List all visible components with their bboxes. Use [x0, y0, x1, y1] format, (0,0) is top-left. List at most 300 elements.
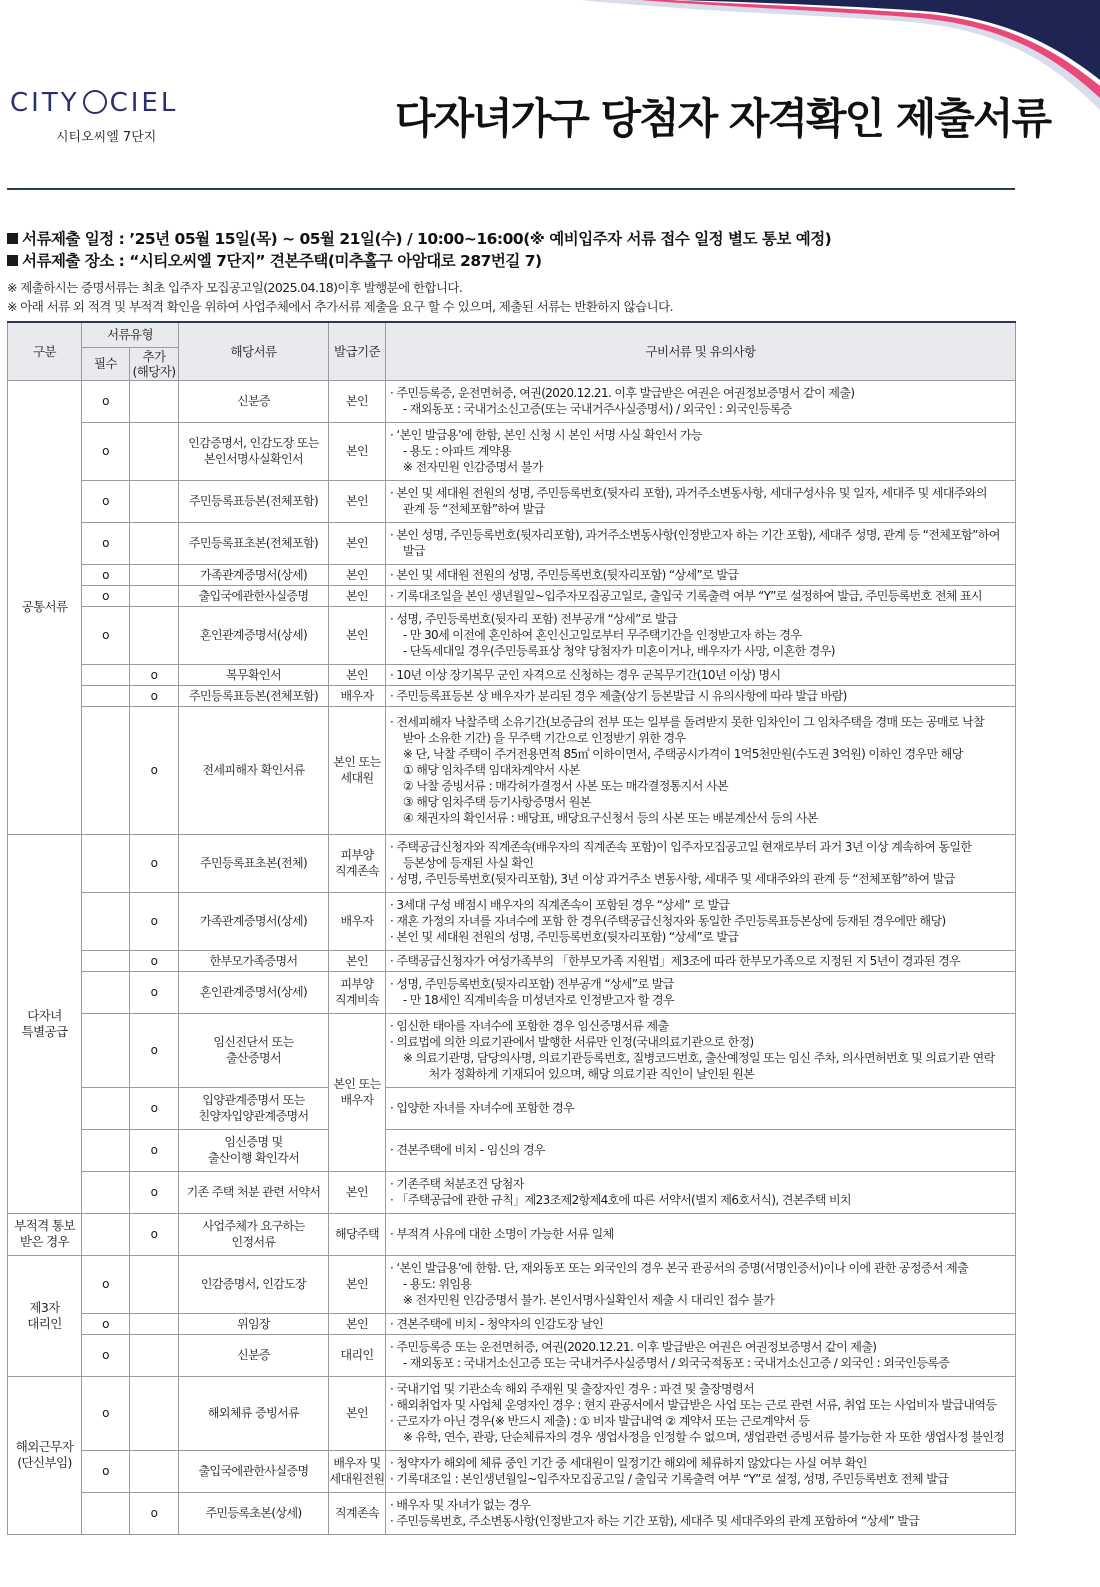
- issuer-basis-line: 피부양: [340, 977, 374, 991]
- document-notes: [386, 422, 1016, 480]
- table-row: [8, 1334, 1016, 1376]
- additional-mark: [130, 380, 179, 422]
- issuer-basis-line: 배우자: [340, 914, 374, 928]
- header-additional-line: (해당자): [132, 363, 176, 379]
- logo-text-right: CIEL: [109, 88, 179, 118]
- logo-wordmark: [10, 88, 210, 118]
- issuer-basis-line: 배우자 및: [333, 1456, 381, 1470]
- title-divider: [7, 188, 1015, 190]
- document-name-line: 혼인관계증명서(상세): [199, 628, 308, 642]
- issuer-basis: [329, 1171, 386, 1213]
- additional-mark: [130, 606, 179, 664]
- required-mark: [82, 834, 130, 892]
- document-name-line: 신분증: [237, 1348, 270, 1362]
- document-name: [179, 585, 329, 606]
- note-line: ② 낙찰 증빙서류 : 매각허가결정서 사본 또는 매각결정통지서 사본: [390, 779, 728, 793]
- note-line: · 주택공급신청자가 여성가족부의 「한부모가족 지원법」제3조에 따라 한부모가족으로 지정된 지 5년이 경과된 경우: [390, 953, 961, 968]
- document-name-line: 해외체류 증빙서류: [207, 1406, 300, 1420]
- document-notes: [386, 1255, 1016, 1313]
- document-name: [179, 422, 329, 480]
- note-line: · 근로자가 아닌 경우(※ 반드시 제출) : ① 비자 발급내역 ② 계약서 또는 근로계약서 등: [390, 1414, 810, 1428]
- table-row: [8, 380, 1016, 422]
- document-name: [179, 522, 329, 564]
- category-cell-ineligible: [8, 1213, 82, 1255]
- issuer-basis-line: 본인: [346, 536, 368, 550]
- document-name: [179, 685, 329, 706]
- required-mark: o: [82, 380, 130, 422]
- category-label: 대리인: [27, 1315, 62, 1331]
- document-name-line: 인감증명서, 인감도장: [200, 1277, 307, 1291]
- note-line: ※ 의료기관명, 담당의사명, 의료기관등록번호, 질병코드번호, 출산예정일 또는 임신 주차, 의사면허번호 및 의료기관 연락: [390, 1051, 995, 1065]
- table-row: [8, 834, 1016, 892]
- issuer-basis: [329, 892, 386, 950]
- document-name: [179, 1450, 329, 1492]
- note-line: · 임신한 태아를 자녀수에 포함한 경우 임신증명서류 제출: [390, 1019, 669, 1033]
- note-line: 관계 등 “전체포함”하여 발급: [390, 502, 545, 516]
- additional-mark: [130, 1334, 179, 1376]
- document-name: [179, 1013, 329, 1087]
- document-notes: [386, 1334, 1016, 1376]
- document-notes: [386, 892, 1016, 950]
- note-line: · 주민등록증 또는 운전면허증, 여권(2020.12.21. 이후 발급받은 여권은 여권정보증명서 같이 제출): [390, 1340, 877, 1354]
- issuer-basis-line: 본인 또는: [333, 755, 381, 769]
- document-name: [179, 834, 329, 892]
- issuer-basis: [329, 1450, 386, 1492]
- document-name: [179, 480, 329, 522]
- required-mark: [82, 1129, 130, 1171]
- required-mark: o: [82, 1313, 130, 1334]
- table-row: [8, 1376, 1016, 1450]
- document-name-line: 인정서류: [231, 1235, 276, 1249]
- document-name: [179, 1129, 329, 1171]
- issuer-basis-line: 본인: [346, 1316, 368, 1331]
- document-notes: [386, 522, 1016, 564]
- document-notes: [386, 664, 1016, 685]
- category-label: 받은 경우: [19, 1234, 70, 1249]
- required-mark: [82, 971, 130, 1013]
- issuer-basis: [329, 422, 386, 480]
- issuer-basis: [329, 834, 386, 892]
- document-notes: [386, 1492, 1016, 1534]
- document-name-line: 출산증명서: [226, 1051, 281, 1065]
- additional-mark: o: [130, 1013, 179, 1087]
- document-notes: [386, 950, 1016, 971]
- table-row: [8, 706, 1016, 834]
- issuer-basis-line: 직계비속: [335, 993, 379, 1007]
- note-line: · 「주택공급에 관한 규칙」제23조제2항제4호에 따른 서약서(별지 제6호서식), 견본주택 비치: [390, 1193, 852, 1207]
- document-notes: [386, 606, 1016, 664]
- note-line: - 재외동포 : 국내거소신고증 또는 국내거주사실증명서 / 외국국적동포 : 국내거소신고증 / 외국인 : 외국인등록증: [390, 1356, 950, 1370]
- document-name-line: 입양관계증명서 또는: [202, 1093, 305, 1107]
- issuer-basis: [329, 971, 386, 1013]
- note-line: · 본인 및 세대원 전원의 성명, 주민등록번호(뒷자리 포함), 과거주소변동사항, 세대구성사유 및 일자, 세대주 및 세대주와의: [390, 486, 987, 500]
- additional-mark: o: [130, 892, 179, 950]
- note-line: · 의료법에 의한 의료기관에서 발행한 서류만 인정(국내의료기관으로 한정): [390, 1035, 754, 1049]
- category-label: (단신부임): [17, 1455, 72, 1470]
- location-text: 서류제출 장소 : “시티오씨엘 7단지” 견본주택(미추홀구 아암대로 287번길 7): [22, 252, 542, 270]
- document-name: [179, 1376, 329, 1450]
- issuer-basis-line: 본인: [346, 394, 368, 408]
- additional-mark: o: [130, 706, 179, 834]
- required-mark: [82, 1087, 130, 1129]
- required-mark: [82, 706, 130, 834]
- table-row: [8, 606, 1016, 664]
- document-name: [179, 1255, 329, 1313]
- note-line: · 기존주택 처분조건 당첨자: [390, 1177, 524, 1191]
- document-name-line: 주민등록표등본(전체포함): [188, 494, 319, 508]
- issuer-basis: [329, 685, 386, 706]
- document-name-line: 가족관계증명서(상세): [199, 567, 308, 582]
- table-row: [8, 522, 1016, 564]
- required-mark: o: [82, 1334, 130, 1376]
- document-name: [179, 1313, 329, 1334]
- additional-mark: o: [130, 971, 179, 1013]
- document-name-line: 임신진단서 또는: [213, 1035, 294, 1049]
- document-notes: [386, 564, 1016, 585]
- document-name: [179, 1171, 329, 1213]
- issuer-basis-line: 본인: [346, 567, 368, 582]
- document-name: [179, 892, 329, 950]
- additional-mark: [130, 522, 179, 564]
- required-mark: [82, 1171, 130, 1213]
- note-line: · 10년 이상 장기복무 군인 자격으로 신청하는 경우 군복무기간(10년 이상) 명시: [390, 667, 781, 682]
- issuer-basis-line: 세대원: [340, 771, 374, 785]
- document-name: [179, 1087, 329, 1129]
- header-doc-type: 서류유형: [82, 322, 179, 347]
- additional-mark: [130, 1450, 179, 1492]
- issuer-basis: [329, 1013, 386, 1171]
- note-line: · 본인 및 세대원 전원의 성명, 주민등록번호(뒷자리포함) “상세”로 발급: [390, 567, 739, 582]
- table-row: [8, 892, 1016, 950]
- issuer-basis: [329, 664, 386, 685]
- document-name-line: 출산이행 확인각서: [207, 1151, 300, 1165]
- document-name: [179, 1492, 329, 1534]
- document-name: [179, 971, 329, 1013]
- required-mark: [82, 892, 130, 950]
- submission-info: [7, 228, 1017, 316]
- document-notes: [386, 971, 1016, 1013]
- note-line: - 재외동포 : 국내거소신고증(또는 국내거주사실증명서) / 외국인 : 외국인등록증: [390, 402, 792, 416]
- table-row: [8, 685, 1016, 706]
- note-line: - 단독세대일 경우(주민등록표상 청약 당첨자가 미혼이거나, 배우자가 사망, 이혼한 경우): [390, 644, 835, 658]
- table-row: [8, 1013, 1016, 1087]
- additional-mark: [130, 585, 179, 606]
- note-line: · 재혼 가정의 자녀를 자녀수에 포함 한 경우(주택공급신청자와 동일한 주민등록표등본상에 등재된 경우에만 해당): [390, 914, 946, 928]
- document-notes: [386, 1013, 1016, 1087]
- submission-schedule: [7, 228, 1017, 250]
- document-name-line: 본인서명사실확인서: [204, 452, 303, 466]
- issuer-basis-line: 본인: [346, 628, 368, 642]
- submission-location: [7, 250, 1017, 272]
- note-line: · 성명, 주민등록번호(뒷자리 포함) 전부공개 “상세”로 발급: [390, 612, 677, 626]
- category-label: 부적격 통보: [14, 1218, 75, 1233]
- schedule-text: 서류제출 일정 : ’25년 05월 15일(목) ~ 05월 21일(수) / 10:00~16:00(※ 예비입주자 서류 접수 일정 별도 통보 예정): [22, 230, 832, 248]
- required-mark: o: [82, 1450, 130, 1492]
- table-row: [8, 1492, 1016, 1534]
- required-mark: [82, 1492, 130, 1534]
- issuer-basis: [329, 1376, 386, 1450]
- issuer-basis-line: 직계존속: [335, 1506, 379, 1520]
- category-cell-overseas: [8, 1376, 82, 1534]
- header-required: 필수: [82, 347, 130, 380]
- document-name-line: 사업주체가 요구하는: [202, 1219, 305, 1233]
- note-line: · 입양한 자녀를 자녀수에 포함한 경우: [390, 1101, 575, 1115]
- note-line: - 만 30세 이전에 혼인하여 혼인신고일로부터 무주택기간을 인정받고자 하는 경우: [390, 628, 802, 642]
- issuer-basis-line: 세대원전원: [329, 1472, 385, 1486]
- category-label: 특별공급: [21, 1023, 68, 1039]
- document-notes: [386, 834, 1016, 892]
- table-row: [8, 1087, 1016, 1129]
- additional-mark: o: [130, 1213, 179, 1255]
- header-additional: [130, 347, 179, 380]
- issuer-basis-line: 직계존속: [335, 864, 379, 878]
- document-name: [179, 1213, 329, 1255]
- category-cell-multi: [8, 834, 82, 1213]
- additional-mark: [130, 1255, 179, 1313]
- required-mark: o: [82, 606, 130, 664]
- issuer-basis: [329, 1255, 386, 1313]
- brand-logo: [10, 88, 210, 145]
- note-line: ③ 해당 임차주택 등기사항증명서 원본: [390, 795, 591, 809]
- table-row: [8, 422, 1016, 480]
- issuer-basis-line: 본인: [346, 667, 368, 682]
- note-line: · 견본주택에 비치 - 청약자의 인감도장 날인: [390, 1316, 604, 1331]
- required-mark: [82, 685, 130, 706]
- header-document: 해당서류: [179, 322, 329, 380]
- note-line: · 주민등록번호, 주소변동사항(인정받고자 하는 기간 포함), 세대주 및 세대주와의 관계 포함하여 “상세” 발급: [390, 1514, 920, 1528]
- note-line: · 성명, 주민등록번호(뒷자리포함) 전부공개 “상세”로 발급: [390, 977, 674, 991]
- header-category: 구분: [8, 322, 82, 380]
- document-notes: [386, 480, 1016, 522]
- document-name-line: 주민등록표초본(전체포함): [188, 536, 319, 550]
- note-line: ④ 채권자의 확인서류 : 배당표, 배당요구신청서 등의 사본 또는 배분계산서 등의 사본: [390, 811, 818, 825]
- additional-mark: o: [130, 1087, 179, 1129]
- note-line: · 국내기업 및 기관소속 해외 주재원 및 출장자인 경우 : 파견 및 출장명령서: [390, 1382, 755, 1396]
- additional-mark: [130, 1376, 179, 1450]
- issuer-basis: [329, 585, 386, 606]
- required-mark: o: [82, 585, 130, 606]
- document-notes: [386, 1450, 1016, 1492]
- document-name-line: 혼인관계증명서(상세): [199, 985, 308, 999]
- table-row: [8, 1129, 1016, 1171]
- issuer-basis: [329, 480, 386, 522]
- document-name-line: 신분증: [237, 394, 270, 408]
- issuer-basis-line: 배우자: [340, 1093, 374, 1107]
- additional-mark: [130, 480, 179, 522]
- document-notes: [386, 585, 1016, 606]
- additional-mark: o: [130, 664, 179, 685]
- document-notes: [386, 380, 1016, 422]
- table-row: [8, 971, 1016, 1013]
- note-line: · 청약자가 해외에 체류 중인 기간 중 세대원이 일정기간 해외에 체류하지 않았다는 사실 여부 확인: [390, 1456, 867, 1470]
- issuer-basis: [329, 1492, 386, 1534]
- issuer-basis: [329, 1213, 386, 1255]
- note-line: ① 해당 임차주택 임대차계약서 사본: [390, 763, 580, 777]
- issuer-basis-line: 본인: [346, 588, 368, 603]
- note-line: 처가 정확하게 기재되어 있으며, 해당 의료기관 직인이 날인된 원본: [390, 1067, 755, 1081]
- table-row: [8, 564, 1016, 585]
- required-mark: [82, 950, 130, 971]
- note-line: · 3세대 구성 배점시 배우자의 직계존속이 포함된 경우 “상세” 로 발급: [390, 898, 730, 912]
- additional-mark: [130, 564, 179, 585]
- additional-mark: o: [130, 950, 179, 971]
- note-line: · 부적격 사유에 대한 소명이 가능한 서류 일체: [390, 1227, 614, 1241]
- document-name-line: 인감증명서, 인감도장 또는: [188, 436, 319, 450]
- note-line: - 용도: 위임용: [390, 1277, 472, 1291]
- note-line: · 배우자 및 자녀가 없는 경우: [390, 1498, 531, 1512]
- issuer-basis: [329, 950, 386, 971]
- header-additional-line: 추가: [142, 348, 166, 364]
- issuer-basis-line: 본인: [346, 1277, 368, 1291]
- issuer-basis-line: 본인: [346, 953, 368, 968]
- required-mark: [82, 1013, 130, 1087]
- issuer-basis-line: 본인: [346, 444, 368, 458]
- document-name-line: 친양자입양관계증명서: [198, 1109, 309, 1123]
- additional-mark: [130, 1313, 179, 1334]
- document-name-line: 전세피해자 확인서류: [202, 763, 305, 777]
- issuer-basis-line: 대리인: [340, 1348, 374, 1362]
- additional-mark: o: [130, 685, 179, 706]
- note-line: · 성명, 주민등록번호(뒷자리포함), 3년 이상 과거주소 변동사항, 세대주 및 세대주와의 관계 등 “전체포함”하여 발급: [390, 872, 955, 886]
- document-notes: [386, 1313, 1016, 1334]
- note-line: · ‘본인 발급용’에 한함. 단, 재외동포 또는 외국인의 경우 본국 관공서의 증명(서명인증서)이나 이에 관한 공정증서 제출: [390, 1261, 969, 1275]
- note-line: ※ 유학, 연수, 관광, 단순체류자의 경우 생업사정을 인정할 수 없으며, 생업관련 증빙서류 불가능한 자 또한 생업사정 불인정: [390, 1430, 1005, 1444]
- table-row: [8, 1313, 1016, 1334]
- document-name-line: 임신증명 및: [224, 1135, 283, 1149]
- issuer-basis: [329, 606, 386, 664]
- document-notes: [386, 1171, 1016, 1213]
- note-line: 등본상에 등재된 사실 확인: [390, 856, 534, 870]
- note-line: · 전세피해자 낙찰주택 소유기간(보증금의 전부 또는 일부를 돌려받지 못한 임차인이 그 임차주택을 경매 또는 공매로 낙찰: [390, 715, 985, 729]
- table-row: [8, 1171, 1016, 1213]
- document-name-line: 가족관계증명서(상세): [199, 914, 308, 928]
- required-mark: o: [82, 422, 130, 480]
- issuer-basis: [329, 522, 386, 564]
- table-row: [8, 480, 1016, 522]
- header-issuer: 발급기준: [329, 322, 386, 380]
- document-notes: [386, 685, 1016, 706]
- document-name: [179, 564, 329, 585]
- issuer-basis-line: 본인: [346, 1406, 368, 1420]
- issuer-basis-line: 본인: [346, 1185, 368, 1199]
- additional-mark: o: [130, 1171, 179, 1213]
- issuer-basis: [329, 564, 386, 585]
- notice-issue-date: ※ 제출하시는 증명서류는 최초 입주자 모집공고일(2025.04.18)이후 발행분에 한합니다.: [7, 280, 463, 295]
- bullet-square-icon: [7, 233, 18, 244]
- document-name-line: 주민등록표초본(전체): [199, 856, 308, 870]
- table-row: [8, 1255, 1016, 1313]
- document-notes: [386, 1376, 1016, 1450]
- category-cell-proxy: [8, 1255, 82, 1376]
- issuer-basis-line: 피부양: [340, 848, 374, 862]
- note-line: ※ 전자민원 인감증명서 불가. 본인서명사실확인서 제출 시 대리인 접수 불가: [390, 1293, 775, 1307]
- document-name-line: 복무확인서: [226, 667, 281, 682]
- note-line: · 해외취업자 및 사업체 운영자인 경우 : 현지 관공서에서 발급받은 사업 또는 근로 관련 서류, 취업 또는 사업비자 발급내역등: [390, 1398, 997, 1412]
- issuer-basis-line: 해당주택: [335, 1227, 379, 1241]
- table-header-row: [8, 322, 1016, 347]
- note-line: 발급: [390, 544, 425, 558]
- note-line: - 용도 : 아파트 계약용: [390, 444, 511, 458]
- document-notes: [386, 706, 1016, 834]
- required-mark: o: [82, 1255, 130, 1313]
- table-row: [8, 664, 1016, 685]
- note-line: - 만 18세인 직계비속을 미성년자로 인정받고자 할 경우: [390, 993, 674, 1007]
- note-line: ※ 전자민원 인감증명서 불가: [390, 460, 543, 474]
- note-line: · 견본주택에 비치 - 임신의 경우: [390, 1143, 545, 1157]
- issuer-basis: [329, 1313, 386, 1334]
- note-line: · 본인 성명, 주민등록번호(뒷자리포함), 과거주소변동사항(인정받고자 하는 기간 포함), 세대주 성명, 관계 등 “전체포함”하여: [390, 528, 1000, 542]
- issuer-basis: [329, 1334, 386, 1376]
- note-line: 받아 소유한 기간) 을 무주택 기간으로 인정받기 위한 경우: [390, 731, 686, 745]
- document-name: [179, 1334, 329, 1376]
- logo-subtitle: 시티오씨엘 7단지: [56, 130, 157, 145]
- table-row: [8, 585, 1016, 606]
- table-row: [8, 950, 1016, 971]
- note-line: · 주민등록증, 운전면허증, 여권(2020.12.21. 이후 발급받은 여권은 여권정보증명서 같이 제출): [390, 386, 855, 400]
- additional-mark: o: [130, 1492, 179, 1534]
- note-line: · 주택공급신청자와 직계존속(배우자의 직계존속 포함)이 입주자모집공고일 현재로부터 과거 3년 이상 계속하여 동일한: [390, 840, 972, 854]
- required-mark: o: [82, 522, 130, 564]
- table-row: [8, 1213, 1016, 1255]
- document-notes: [386, 1213, 1016, 1255]
- required-mark: [82, 1213, 130, 1255]
- note-line: · 기록대조일을 본인 생년월일~입주자모집공고일로, 출입국 기록출력 여부 “Y”로 설정하여 발급, 주민등록번호 전체 표시: [390, 588, 983, 603]
- issuer-basis: [329, 706, 386, 834]
- table-row: [8, 1450, 1016, 1492]
- bullet-square-icon: [7, 255, 18, 266]
- category-label: 공통서류: [21, 599, 68, 614]
- document-name-line: 한부모가족증명서: [209, 953, 298, 968]
- required-mark: o: [82, 1376, 130, 1450]
- required-mark: [82, 664, 130, 685]
- document-name: [179, 706, 329, 834]
- document-name-line: 주민등록초본(상세): [205, 1506, 302, 1520]
- issuer-basis-line: 배우자: [340, 688, 374, 703]
- document-name: [179, 950, 329, 971]
- page-title: 다자녀가구 당첨자 자격확인 제출서류: [395, 94, 1051, 143]
- notice-additional-docs: ※ 아래 서류 외 적격 및 부적격 확인을 위하여 사업주체에서 추가서류 제출을 요구 할 수 있으며, 제출된 서류는 반환하지 않습니다.: [7, 299, 673, 314]
- document-name-line: 기존 주택 처분 관련 서약서: [186, 1185, 321, 1199]
- required-mark: o: [82, 564, 130, 585]
- logo-text-left: CITY: [10, 88, 80, 118]
- header-notes: 구비서류 및 유의사항: [386, 322, 1016, 380]
- note-line: · 기록대조일 : 본인생년월일~입주자모집공고일 / 출입국 기록출력 여부 “Y”로 설정, 성명, 주민등록번호 전체 발급: [390, 1472, 949, 1486]
- required-documents-table: [7, 321, 1016, 1535]
- additional-mark: o: [130, 834, 179, 892]
- document-notes: [386, 1087, 1016, 1129]
- note-line: · ‘본인 발급용’에 한함, 본인 신청 시 본인 서명 사실 확인서 가능: [390, 428, 703, 442]
- note-line: · 주민등록표등본 상 배우자가 분리된 경우 제출(상기 등본발급 시 유의사항에 따라 발급 바람): [390, 688, 847, 703]
- logo-ring-icon: [83, 90, 107, 114]
- issuer-basis-line: 본인: [346, 494, 368, 508]
- document-name-line: 주민등록표등본(전체포함): [188, 688, 319, 703]
- document-name: [179, 606, 329, 664]
- category-cell-common: [8, 380, 82, 834]
- category-label: 제3자: [29, 1299, 60, 1315]
- issuer-basis-line: 본인 또는: [333, 1077, 381, 1091]
- additional-mark: [130, 422, 179, 480]
- document-name-line: 위임장: [237, 1316, 270, 1331]
- document-name-line: 출입국에관한사실증명: [198, 1464, 309, 1478]
- additional-mark: o: [130, 1129, 179, 1171]
- document-name: [179, 664, 329, 685]
- note-line: ※ 단, 낙찰 주택이 주거전용면적 85㎡ 이하이면서, 주택공시가격이 1억5천만원(수도권 3억원) 이하인 경우만 해당: [390, 747, 963, 761]
- category-label: 해외근무자: [15, 1439, 74, 1454]
- document-name-line: 출입국에관한사실증명: [198, 588, 309, 603]
- category-label: 다자녀: [27, 1007, 62, 1023]
- document-notes: [386, 1129, 1016, 1171]
- note-line: · 본인 및 세대원 전원의 성명, 주민등록번호(뒷자리포함) “상세”로 발급: [390, 930, 739, 944]
